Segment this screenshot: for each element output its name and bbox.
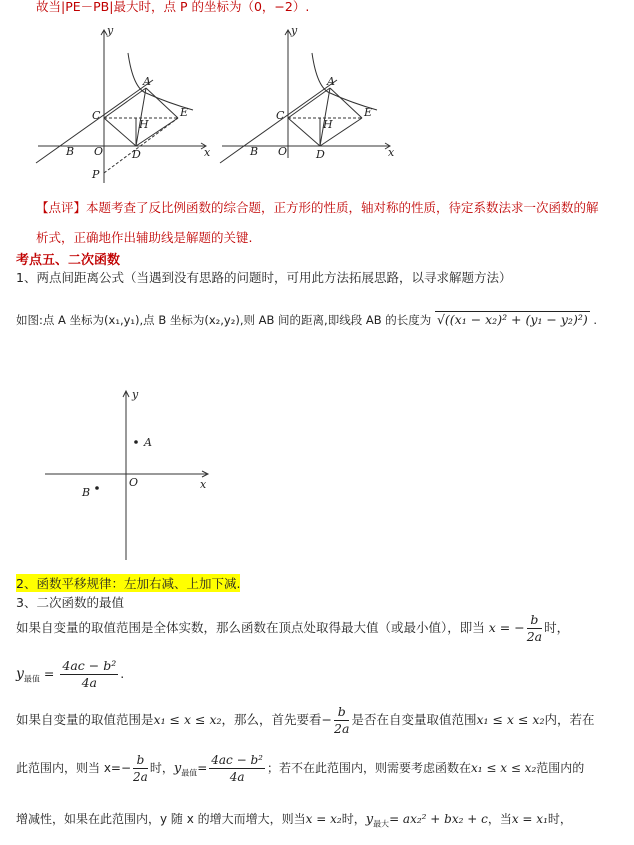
para-4 [16,810,572,829]
segment-ca [288,88,330,118]
label-o: O [278,145,288,158]
para-1-text: 如果自变量的取值范围是全体实数，那么函数在顶点处取得最大值（或最小值），即当 [16,620,485,635]
label-y: y [132,388,139,401]
para-3-t3: ；若不在此范围内，则需要考虑函数在 [266,761,471,775]
label-a: A [143,75,151,88]
label-y: y [107,24,114,37]
geometry-figure-1 [28,18,218,188]
point-a [134,440,138,444]
equals: = [43,666,55,681]
label-b: B [82,486,91,499]
para-1-tail: 时， [544,620,570,635]
segment-ae [146,88,178,118]
para-3 [16,752,584,785]
quadratic-expression: = ax₂² + bx₂ + c [389,812,488,826]
para-4-t3: ，当 [487,812,512,826]
y-subscript-2: 最值 [181,768,198,778]
para-3-t4: 范围内的 [536,761,585,775]
para-4-t4: 时， [547,812,572,826]
label-c: C [92,109,101,122]
para-2-t4: 内，若在 [544,712,595,727]
coordinate-figure [40,385,230,565]
y-symbol-2: y [173,761,182,776]
segment-cd [104,118,136,146]
distance-example-line [16,312,597,328]
label-x: x [388,146,395,159]
para-4-t1: 增减性，如果在此范围内，y 随 x 的增大而增大，则当 [16,812,306,826]
para-2-t1: 如果自变量的取值范围是 [16,712,154,727]
label-h: H [323,118,333,131]
label-x: x [200,478,207,491]
section-title: 考点五、二次函数 [16,253,121,268]
item-3: 3、二次函数的最值 [16,595,124,610]
fraction-b-2a-3: $\frac{b}{2a}$ [133,753,148,784]
label-e: E [180,106,189,119]
fraction-b-2a-2: $\frac{b}{2a}$ [334,704,350,736]
para-2-t2: ，那么，首先要看 [221,712,322,727]
example-text: 如图:点 A 坐标为(x₁,y₁),点 B 坐标为(x₂,y₂),则 AB 间的距离,即线段 AB 的长度为 [16,313,432,327]
segment-ca [104,88,146,118]
period: . [593,313,598,327]
para-3-t1: 此范围内，则当 x=− [16,761,132,775]
equals-2: = [197,761,208,775]
x-eq-x2: x = x₂ [305,812,342,826]
label-c: C [276,109,285,122]
label-a: A [144,436,152,449]
neg-sign: − [321,712,333,727]
segment-ad [320,88,330,146]
para-2 [16,704,594,737]
comment-line-2: 析式，正确地作出辅助线是解题的关键. [36,230,253,245]
geometry-figure-2 [212,18,402,168]
range-3: x₁ ≤ x ≤ x₂ [470,761,537,775]
para-4-t2: 时， [341,812,366,826]
segment-ae [330,88,362,118]
label-o: O [94,145,104,158]
range-1: x₁ ≤ x ≤ x₂ [153,712,222,727]
item-1: 1、两点间距离公式（当遇到没有思路的问题时，可用此方法拓展思路，以寻求解题方法） [16,270,512,285]
y-extreme-formula [16,658,124,691]
distance-formula: √((x₁ − x₂)² + (y₁ − y₂)²) [436,312,588,327]
item-2-shift-rule: 2、函数平移规律：左加右减、上加下减. [16,576,241,591]
segment-cd [288,118,320,146]
x-eq: x = − [488,620,525,635]
top-line: 故当|PE－PB|最大时，点 P 的坐标为（0，−2）. [36,0,310,14]
y-subscript-3: 最大 [373,819,390,829]
label-d: D [132,148,141,161]
label-e: E [364,106,373,119]
para-2-t3: 是否在自变量取值范围 [351,712,477,727]
label-y: y [291,24,298,37]
y-symbol-3: y [365,812,374,827]
range-2: x₁ ≤ x ≤ x₂ [476,712,545,727]
end-period: . [120,666,125,681]
fraction-4ac-b2-4a: $\frac{\text{4ac − b²}}{4a}$ [62,658,117,690]
label-b: B [66,145,75,158]
label-a: A [327,75,335,88]
fraction-b-2a: $\frac{b}{2a}$ [526,612,543,644]
label-d: D [316,148,325,161]
label-p: P [92,168,100,181]
label-x: x [204,146,211,159]
x-eq-x1: x = x₁ [511,812,548,826]
label-h: H [139,118,149,131]
label-b: B [250,145,259,158]
comment-line-1: 【点评】本题考查了反比例函数的综合题，正方形的性质，轴对称的性质，待定系数法求一次函数的解 [36,200,599,215]
segment-ad [136,88,146,146]
label-o: O [129,476,139,489]
y-subscript: 最值 [23,674,40,684]
y-symbol: y [16,666,24,682]
para-3-t2: 时， [149,761,174,775]
para-1 [16,611,569,645]
fraction-4ac-b2-4a-2: $\frac{\text{4ac − b²}}{4a}$ [211,753,263,784]
point-b [95,486,99,490]
